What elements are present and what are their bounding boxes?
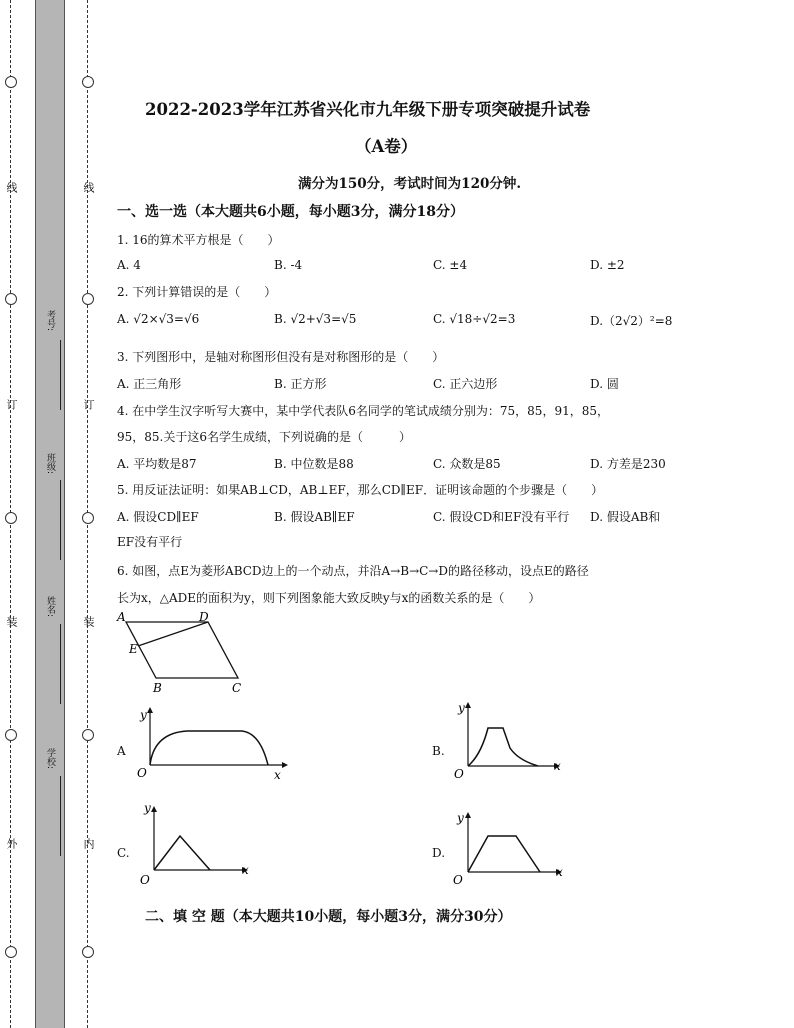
question-stem: 4. 在中学生汉字听写大赛中，某中学代表队6名同学的笔试成绩分别为：75，85，91，85， <box>117 404 609 418</box>
question-stem: 1. 16的算术平方根是（ ） <box>117 233 280 247</box>
option-d[interactable]: D. 方差是230 <box>590 457 666 471</box>
option-a[interactable]: A. 假设CD∥EF <box>117 510 199 524</box>
margin-char-outer: 线 <box>5 182 18 193</box>
option-d[interactable]: D. 圆 <box>590 377 619 391</box>
option-b[interactable]: B. -4 <box>274 258 303 272</box>
option-c[interactable]: C. √18÷√2=3 <box>433 312 516 326</box>
option-a[interactable]: A. 4 <box>117 258 141 272</box>
margin-char-inner: 内 <box>82 838 95 849</box>
question-stem: 3. 下列图形中，是轴对称图形但没有是对称图形的是（ ） <box>117 350 445 364</box>
question-stem: 5. 用反证法证明：如果AB⊥CD，AB⊥EF，那么CD∥EF．证明该命题的个步骤是（ ） <box>117 483 604 497</box>
field-class-line[interactable] <box>60 480 61 560</box>
binding-hole <box>5 946 17 958</box>
question-stem: 长为x，△ADE的面积为y，则下列图象能大致反映y与x的函数关系的是（ ） <box>117 591 541 605</box>
axis-y-label: y <box>144 801 151 815</box>
option-c[interactable]: C. ±4 <box>433 258 468 272</box>
rhombus-figure <box>112 608 252 698</box>
option-a[interactable]: A. 平均数是87 <box>117 457 197 471</box>
option-d[interactable]: D. ±2 <box>590 258 625 272</box>
point-label-a: A <box>117 610 126 624</box>
option-a[interactable]: A. 正三角形 <box>117 377 182 391</box>
option-d[interactable]: D. 假设AB和 <box>590 510 661 524</box>
point-label-d: D <box>199 610 209 624</box>
axis-x-label: x <box>556 865 563 879</box>
section-heading: 一、选一选（本大题共6小题，每小题3分，满分18分） <box>117 204 464 220</box>
option-b[interactable]: B. √2+√3=√5 <box>274 312 357 326</box>
point-label-e: E <box>129 642 138 656</box>
graph-option-b[interactable] <box>448 700 568 785</box>
point-label-b: B <box>153 681 162 695</box>
option-b[interactable]: B. 中位数是88 <box>274 457 354 471</box>
binding-hole <box>5 76 17 88</box>
graph-option-b-label[interactable]: B. <box>432 744 445 758</box>
option-b[interactable]: B. 假设AB∥EF <box>274 510 355 524</box>
margin-char-outer: 订 <box>5 399 18 410</box>
axis-origin-label: O <box>454 767 464 781</box>
question-stem: 6. 如图，点E为菱形ABCD边上的一个动点，并沿A→B→C→D的路径移动，设点E的路径 <box>117 564 589 578</box>
margin-char-outer: 装 <box>5 616 18 627</box>
margin-char-outer: 外 <box>5 838 18 849</box>
binding-hole <box>5 729 17 741</box>
field-exam-number-label: 考号: <box>45 310 55 332</box>
margin-char-inner: 订 <box>82 399 95 410</box>
axis-y-label: y <box>458 701 465 715</box>
axis-origin-label: O <box>137 766 147 780</box>
field-school-line[interactable] <box>60 776 61 856</box>
binding-hole <box>82 293 94 305</box>
binding-hole <box>82 76 94 88</box>
field-exam-number-line[interactable] <box>60 340 61 410</box>
exam-info: 满分为150分，考试时间为120分钟. <box>298 176 522 192</box>
axis-y-label: y <box>140 708 147 722</box>
axis-origin-label: O <box>453 873 463 887</box>
option-c[interactable]: C. 正六边形 <box>433 377 498 391</box>
option-d-continued: EF没有平行 <box>117 535 183 549</box>
field-school-label: 学校: <box>45 748 55 770</box>
binding-hole <box>5 512 17 524</box>
axis-x-label: x <box>274 768 281 780</box>
field-name-label: 姓名: <box>45 596 55 618</box>
field-class-label: 班级: <box>45 453 55 475</box>
graph-option-c[interactable] <box>138 800 258 890</box>
margin-char-inner: 线 <box>82 182 95 193</box>
option-c[interactable]: C. 众数是85 <box>433 457 501 471</box>
option-a[interactable]: A. √2×√3=√6 <box>117 312 200 326</box>
axis-x-label: x <box>554 759 561 773</box>
option-c[interactable]: C. 假设CD和EF没有平行 <box>433 510 570 524</box>
axis-x-label: x <box>242 863 249 877</box>
point-label-c: C <box>232 681 242 695</box>
binding-hole <box>82 512 94 524</box>
page-subtitle: （A卷） <box>355 137 418 156</box>
binding-hole <box>5 293 17 305</box>
graph-option-a-label[interactable]: A <box>117 744 126 758</box>
option-d[interactable]: D.（2√2）²=8 <box>590 314 673 328</box>
question-stem: 2. 下列计算错误的是（ ） <box>117 285 277 299</box>
page-title: 2022-2023学年江苏省兴化市九年级下册专项突破提升试卷 <box>145 100 591 119</box>
graph-option-c-label[interactable]: C. <box>117 846 130 860</box>
option-b[interactable]: B. 正方形 <box>274 377 327 391</box>
axis-y-label: y <box>457 811 464 825</box>
field-name-line[interactable] <box>60 624 61 704</box>
question-stem: 95，85.关于这6名学生成绩，下列说确的是（ ） <box>117 430 411 444</box>
graph-option-d-label[interactable]: D. <box>432 846 446 860</box>
section-heading: 二、填 空 题（本大题共10小题，每小题3分，满分30分） <box>145 909 512 925</box>
binding-hole <box>82 729 94 741</box>
graph-option-d[interactable] <box>450 810 570 890</box>
margin-char-inner: 装 <box>82 616 95 627</box>
binding-hole <box>82 946 94 958</box>
graph-option-a[interactable] <box>132 705 292 780</box>
axis-origin-label: O <box>140 873 150 887</box>
